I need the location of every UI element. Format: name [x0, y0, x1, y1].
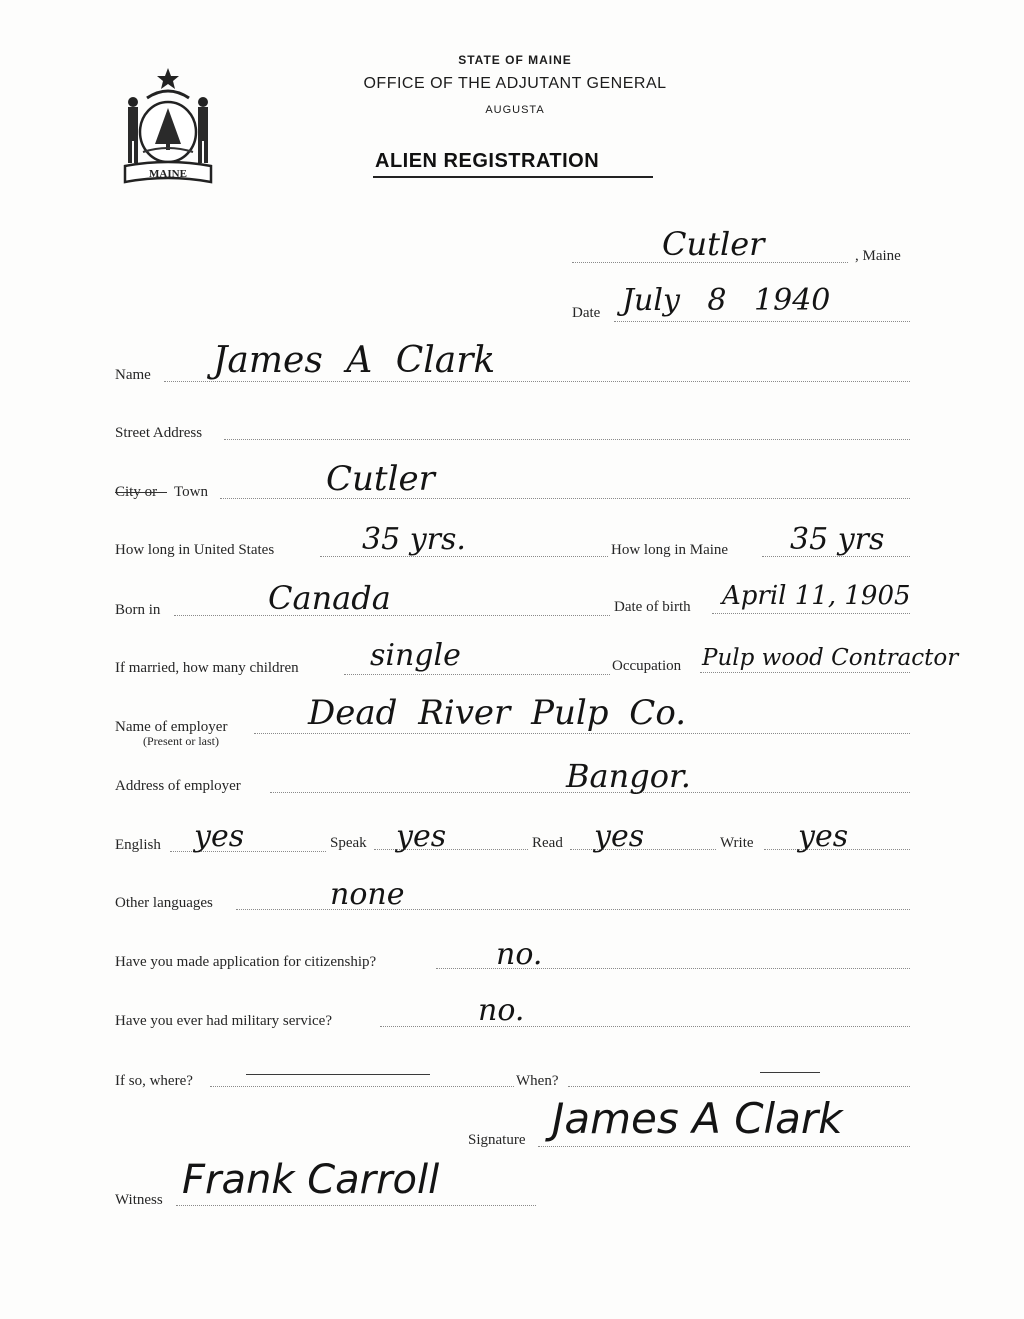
date-of-birth-value: April 11, 1905: [722, 581, 911, 611]
signature-label: Signature: [468, 1132, 526, 1148]
header-office: OFFICE OF THE ADJUTANT GENERAL: [363, 75, 667, 92]
read-label: Read: [532, 835, 563, 851]
town-value: Cutler: [326, 459, 435, 499]
occupation-dotted-line: [700, 672, 910, 673]
seal-text: MAINE: [149, 168, 187, 180]
us-duration-label: How long in United States: [115, 542, 275, 558]
speak-value: yes: [396, 819, 447, 854]
children-label: If married, how many children: [115, 660, 299, 676]
born-in-dotted-line: [174, 615, 610, 616]
where-pen-stroke: [246, 1074, 430, 1075]
where-dotted-line: [210, 1086, 514, 1087]
header-state: STATE OF MAINE: [458, 53, 572, 67]
date-dotted-line: [614, 321, 910, 322]
witness-label: Witness: [115, 1192, 163, 1208]
write-label: Write: [720, 835, 754, 851]
witness-dotted-line: [176, 1205, 536, 1206]
employer-value: Dead River Pulp Co.: [308, 693, 687, 733]
place-value: Cutler: [662, 225, 765, 263]
signature-dotted-line: [538, 1146, 910, 1147]
date-label: Date: [572, 305, 601, 321]
where-label: If so, where?: [115, 1073, 193, 1089]
title-underline: [373, 176, 653, 178]
maine-duration-value: 35 yrs: [790, 522, 885, 557]
military-label: Have you ever had military service?: [115, 1013, 332, 1029]
date-of-birth-dotted-line: [712, 613, 910, 614]
children-value: single: [370, 638, 461, 673]
children-dotted-line: [344, 674, 610, 675]
town-dotted-line: [220, 498, 910, 499]
other-languages-value: none: [330, 877, 405, 912]
employer-address-value: Bangor.: [566, 757, 691, 795]
employer-sublabel: (Present or last): [143, 734, 219, 748]
form-title: ALIEN REGISTRATION: [375, 150, 600, 172]
occupation-label: Occupation: [612, 658, 682, 674]
when-pen-stroke: [760, 1072, 820, 1073]
citizenship-value: no.: [496, 937, 543, 972]
city-strikethrough: [115, 492, 167, 493]
street-address-dotted-line: [224, 439, 910, 440]
state-seal-icon: [117, 66, 219, 192]
born-in-value: Canada: [268, 579, 391, 617]
name-label: Name: [115, 367, 151, 383]
date-value: July 8 1940: [622, 283, 831, 318]
read-value: yes: [594, 819, 645, 854]
when-dotted-line: [568, 1086, 910, 1087]
military-dotted-line: [380, 1026, 910, 1027]
employer-label: Name of employer: [115, 719, 228, 735]
header-city: AUGUSTA: [485, 104, 545, 116]
witness-value: Frank Carroll: [182, 1157, 440, 1203]
date-of-birth-label: Date of birth: [614, 599, 691, 615]
born-in-label: Born in: [115, 602, 161, 618]
name-dotted-line: [164, 381, 910, 382]
name-value: James A Clark: [213, 340, 496, 381]
speak-label: Speak: [330, 835, 367, 851]
when-label: When?: [516, 1073, 559, 1089]
town-label: Town: [174, 484, 208, 500]
city-struck-label: City or: [115, 484, 158, 500]
employer-address-label: Address of employer: [115, 778, 241, 794]
english-value: yes: [194, 819, 245, 854]
other-languages-label: Other languages: [115, 895, 213, 911]
military-value: no.: [478, 993, 525, 1028]
english-label: English: [115, 837, 161, 853]
place-suffix-label: , Maine: [855, 248, 901, 264]
employer-dotted-line: [254, 733, 910, 734]
us-duration-value: 35 yrs.: [362, 522, 466, 557]
signature-value: James A Clark: [552, 1094, 843, 1143]
write-value: yes: [798, 819, 849, 854]
street-address-label: Street Address: [115, 425, 203, 441]
occupation-value: Pulp wood Contractor: [702, 645, 959, 671]
maine-duration-label: How long in Maine: [611, 542, 729, 558]
citizenship-label: Have you made application for citizenship?: [115, 954, 377, 970]
